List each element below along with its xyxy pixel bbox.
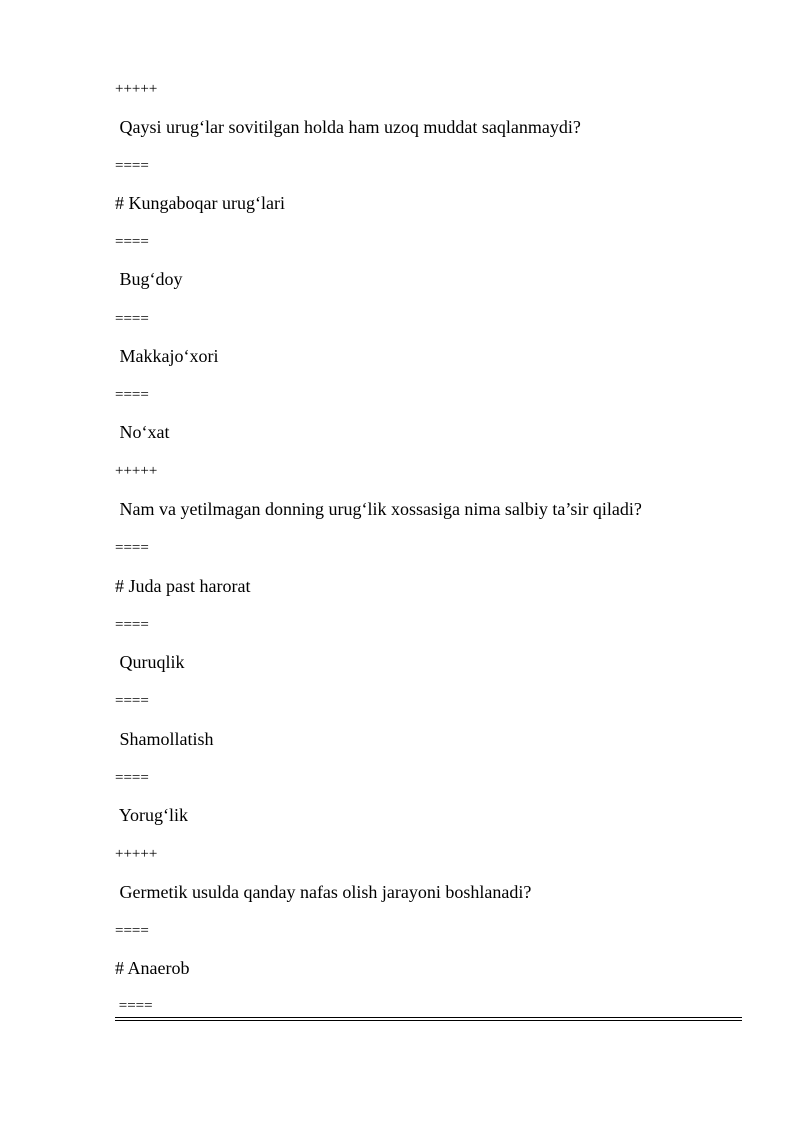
- answer-separator: ====: [115, 998, 153, 1014]
- answer-separator: ====: [115, 617, 149, 633]
- answer-separator: ====: [115, 234, 149, 250]
- answer-option: Makkajo‘xori: [115, 346, 219, 366]
- page-bottom-rule: [115, 1017, 742, 1021]
- answer-option: Yorug‘lik: [115, 805, 189, 825]
- question-text: Qaysi urug‘lar sovitilgan holda ham uzoq muddat saqlanmaydi?: [115, 117, 581, 137]
- correct-answer: # Anaerob: [115, 958, 190, 978]
- answer-option: Bug‘doy: [115, 269, 183, 289]
- correct-answer: # Juda past harorat: [115, 576, 251, 596]
- question-text: Germetik usulda qanday nafas olish jarayoni boshlanadi?: [115, 882, 532, 902]
- answer-separator: ====: [115, 311, 149, 327]
- question-text: Nam va yetilmagan donning urug‘lik xossasiga nima salbiy ta’sir qiladi?: [115, 499, 642, 519]
- answer-separator: ====: [115, 770, 149, 786]
- question-separator: +++++: [115, 846, 158, 862]
- question-separator: +++++: [115, 463, 158, 479]
- answer-separator: ====: [115, 923, 149, 939]
- answer-option: Quruqlik: [115, 652, 185, 672]
- answer-separator: ====: [115, 387, 149, 403]
- answer-separator: ====: [115, 158, 149, 174]
- correct-answer: # Kungaboqar urug‘lari: [115, 193, 285, 213]
- question-separator: +++++: [115, 81, 158, 97]
- answer-separator: ====: [115, 540, 149, 556]
- answer-option: No‘xat: [115, 422, 170, 442]
- answer-option: Shamollatish: [115, 729, 214, 749]
- answer-separator: ====: [115, 693, 149, 709]
